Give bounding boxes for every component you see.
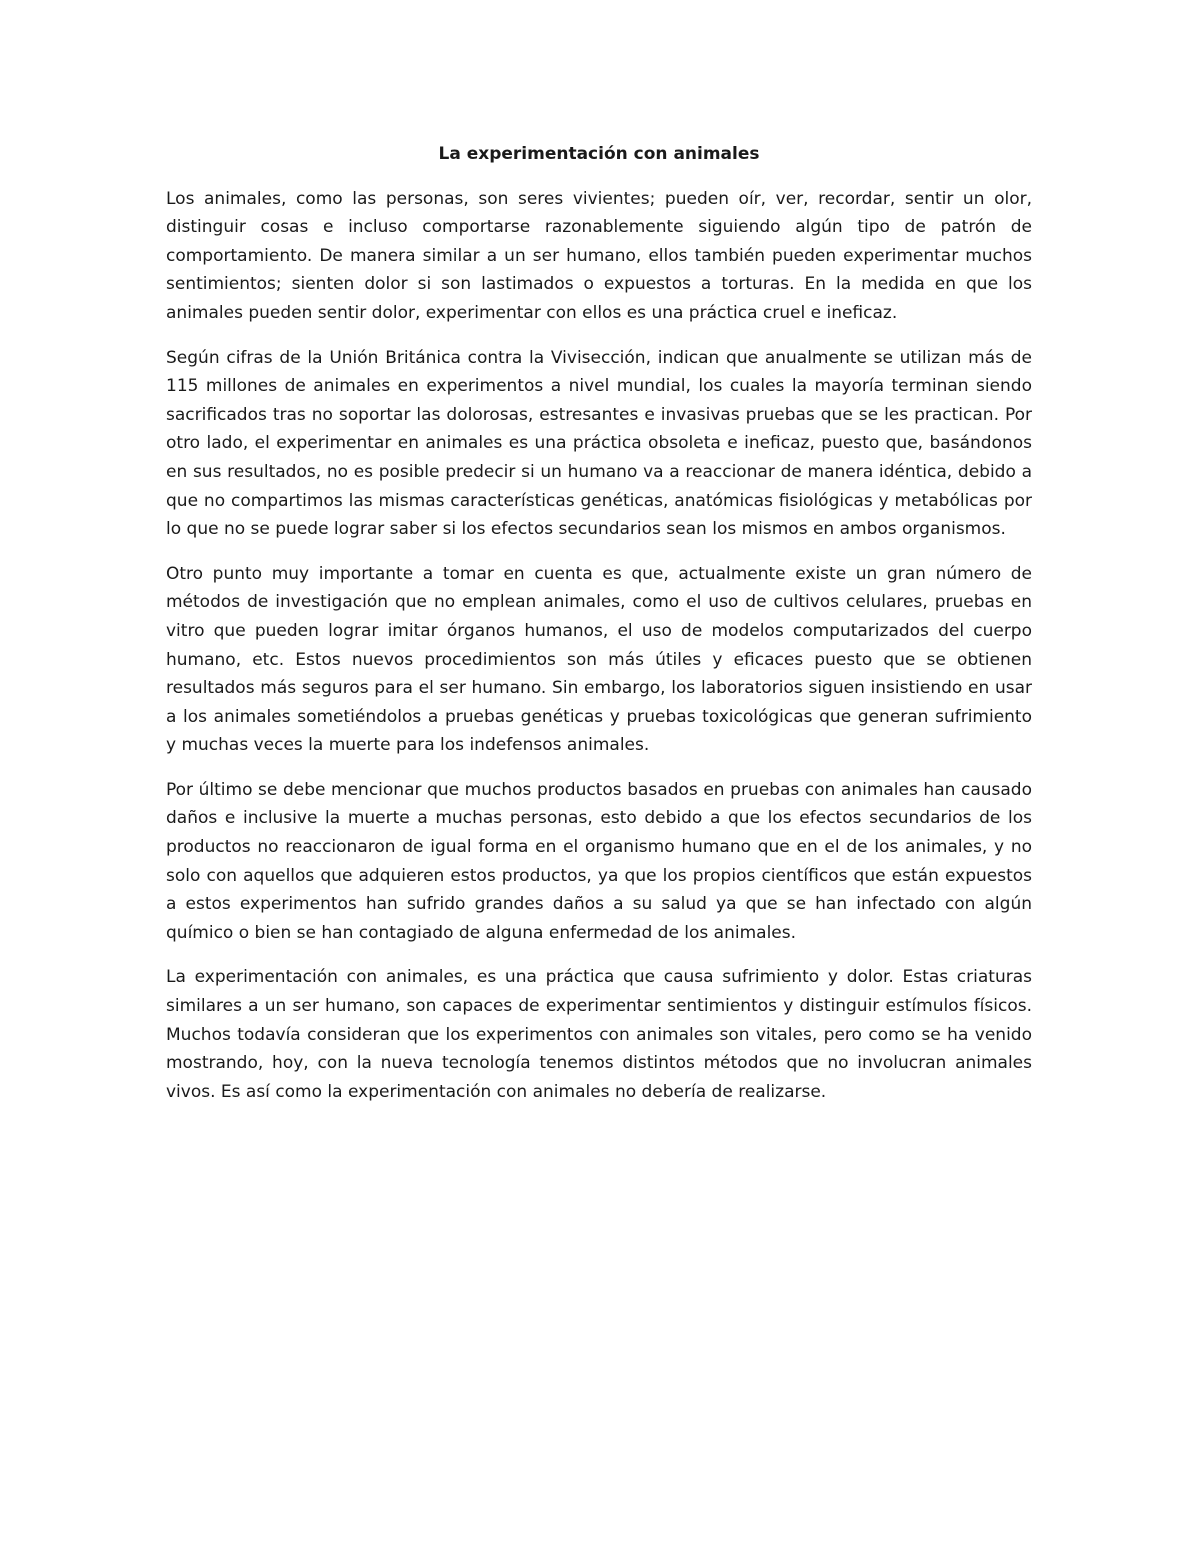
paragraph-1: Los animales, como las personas, son seres vivientes; pueden oír, ver, recordar, sentir un olor, distinguir cosas e incluso comportarse razonablemente siguiendo algún tipo de patrón de comportamiento. De manera similar a un ser humano, ellos también pueden experimentar muchos sentimientos; sienten dolor si son lastimados o expuestos a torturas. En la medida en que los animales pueden sentir dolor, experimentar con ellos es una práctica cruel e ineficaz. <box>166 188 1032 323</box>
paragraph-3: Otro punto muy importante a tomar en cuenta es que, actualmente existe un gran número de métodos de investigación que no emplean animales, como el uso de cultivos celulares, pruebas en vitro que pueden lograr imitar órganos humanos, el uso de modelos computarizados del cuerpo humano, etc. Estos nuevos procedimientos son más útiles y eficaces puesto que se obtienen resultados más seguros para el ser humano. Sin embargo, los laboratorios siguen insistiendo en usar a los animales sometiéndolos a pruebas genéticas y pruebas toxicológicas que generan sufrimiento y muchas veces la muerte para los indefensos animales. <box>166 563 1032 756</box>
paragraph-5: La experimentación con animales, es una práctica que causa sufrimiento y dolor. Estas criaturas similares a un ser humano, son capaces de experimentar sentimientos y distinguir estímulos físicos. Muchos todavía consideran que los experimentos con animales son vitales, pero como se ha venido mostrando, hoy, con la nueva tecnología tenemos distintos métodos que no involucran animales vivos. Es así como la experimentación con animales no debería de realizarse. <box>166 967 1032 1102</box>
document-body <box>166 140 1032 1122</box>
paragraph-2: Según cifras de la Unión Británica contra la Vivisección, indican que anualmente se utilizan más de 115 millones de animales en experimentos a nivel mundial, los cuales la mayoría terminan siendo sacrificados tras no soportar las dolorosas, estresantes e invasivas pruebas que se les practican. Por otro lado, el experimentar en animales es una práctica obsoleta e ineficaz, puesto que, basándonos en sus resultados, no es posible predecir si un humano va a reaccionar de manera idéntica, debido a que no compartimos las mismas características genéticas, anatómicas fisiológicas y metabólicas por lo que no se puede lograr saber si los efectos secundarios sean los mismos en ambos organismos. <box>166 347 1032 540</box>
document-title: La experimentación con animales <box>438 144 760 164</box>
paragraph-4: Por último se debe mencionar que muchos productos basados en pruebas con animales han causado daños e inclusive la muerte a muchas personas, esto debido a que los efectos secundarios de los productos no reaccionaron de igual forma en el organismo humano que en el de los animales, y no solo con aquellos que adquieren estos productos, ya que los propios científicos que están expuestos a estos experimentos han sufrido grandes daños a su salud ya que se han infectado con algún químico o bien se han contagiado de alguna enfermedad de los animales. <box>166 779 1032 943</box>
